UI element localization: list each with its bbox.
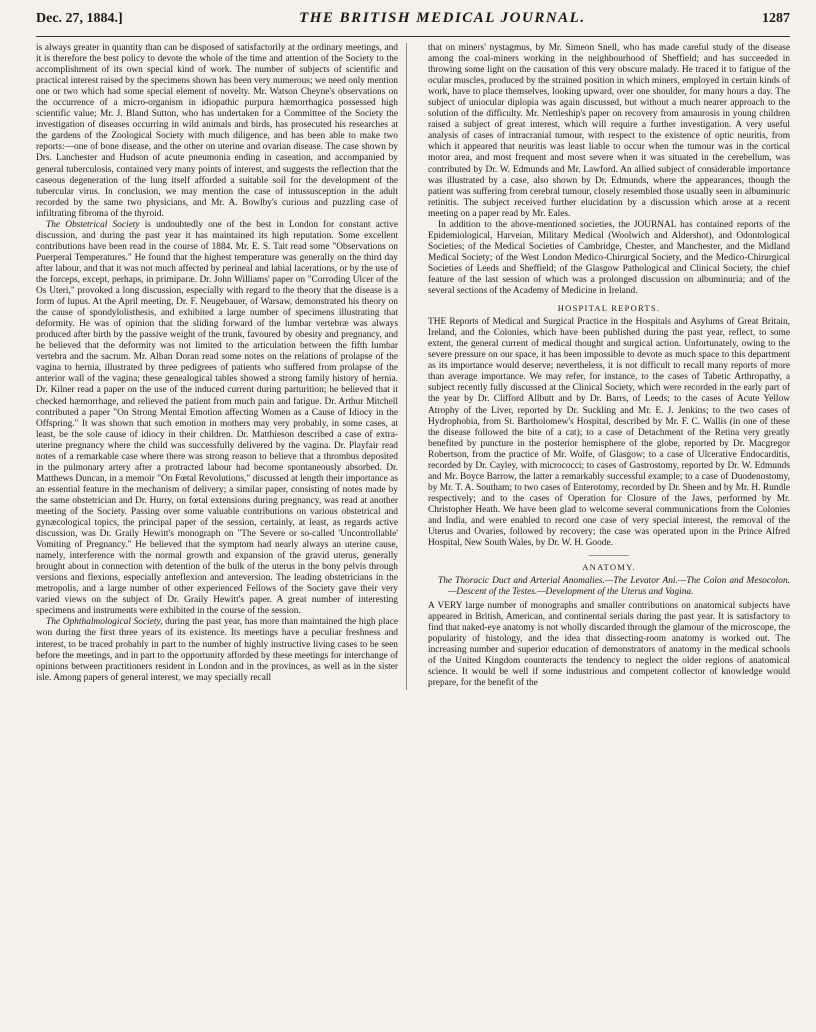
anatomy-paragraph: A VERY large number of monographs and smaller contributions on anatomical subjects have appeared in British, American, and continental serials during the past year. It is satisfactory to find that naked-eye anatomy is not wholly discarded through the glamour of the microscope, the popularity of histology, and the idea that dissecting-room anatomy is worked out. The increasing number and superior education of demonstrators of anatomy in the medical schools of the United Kingdom counteracts the tendency to neglect the older regions of anatomical science. It would be well if some industrious and competent collector of knowledge would prepare, for the benefit of the [428,601,790,689]
page-header [36,10,790,37]
pathological-society-paragraph: is always greater in quantity than can be disposed of satisfactorily at the ordinary meetings, and it is therefore the best policy to devote the whole of the time and attention of the Society to the accomplishment of its own special kind of work. The number of subjects of scientific and practical interest raised by the specimens shown has been very numerous; we need only mention one or two which had some special element of novelty. Mr. Watson Cheyne's observations on the occurrence of a micro-organism in idiopathic purpura hæmorrhagica possessed high scientific value; Mr. J. Bland Sutton, who has undertaken for a Committee of the Society the investigation of diseases occurring in wild animals and birds, has prosecuted his researches at the gardens of the Zoological Society with much diligence, and has been able to make two reports:—one of bone disease, and the other on uterine and ovarian disease. The case shown by Drs. Lanchester and Hudson of acute pneumonia ending in caseation, and accompanied by general tuberculosis, contained very many points of interest, and suggests the reflection that the caseous degeneration of the lung itself afforded a suitable soil for the development of the tubercular virus. In conclusion, we may mention the case of intussusception in the adult recorded by the same two physicians, and Mr. A. Bowlby's curious and puzzling case of infiltrating fibroma of the thyroid. [36,43,398,219]
obstetrical-society-lead: The Obstetrical Society [46,219,140,230]
ophthalmological-society-paragraph [36,617,398,683]
left-column [36,43,407,690]
issue-date: Dec. 27, 1884.] [36,11,123,26]
ophthalmological-society-lead: The Ophthalmological Society, [46,617,163,628]
other-societies-paragraph: In addition to the above-mentioned societies, the JOURNAL has contained reports of the Epidemiological, Harveian, Military Medical (Woolwich and Aldershot), and Odontological Societies; of the Medical Societies of Cambridge, Chester, and Manchester, and the Midland Medical Society; of the West London Medico-Chirurgical Society, and the Medico-Chirurgical Societies of Leeds and Sheffield; of the Glasgow Pathological and Clinical Society, the chief feature of the last session of which was a prolonged discussion on albuminuria; and of the several sections of the Academy of Medicine in Ireland. [428,219,790,297]
right-column [428,43,790,690]
obstetrical-society-paragraph [36,220,398,618]
hospital-reports-heading: HOSPITAL REPORTS. [557,303,661,314]
page-number: 1287 [761,11,790,26]
anatomy-heading: ANATOMY. [582,562,636,573]
text-columns [36,43,790,690]
section-divider [589,555,629,556]
ophthalmological-society-text: during the past year, has more than maintained the high place won during the first three years of its existence. Its meetings have a peculiar freshness and interest, to be traced probably in part to the number of highly instructive living cases to be seen before the meetings, and in part to the opportunity afforded by these meetings for interchange of opinions between practitioners resident in London and in the provinces, as well as in the sister isle. Among papers of general interest, we may specially recall [36,617,398,683]
nystagmus-paragraph: that on miners' nystagmus, by Mr. Simeon Snell, who has made careful study of the disease among the coal-miners working in the neighbourhood of Sheffield; and has succeeded in throwing some light on the causation of this very obscure malady. He traced it to fatigue of the ocular muscles, produced by the strained position in which miners, employed in certain kinds of work, have to place themselves, looking upward, over one shoulder, for many hours a day. The subject of uniocular diplopia was again discussed, but without a much nearer approach to the solution of the difficulty. Mr. Nettleship's paper on recovery from amaurosis in young children raised a subject of great interest, which will require a further investigation. A very useful analysis of cases of intracranial tumour, with respect to the existence of optic neuritis, from which it appeared that neuritis was least liable to occur when the tumour was in the cortical motor area, and most frequent and most severe when it was situated in the cerebellum, was contributed by Dr. W. Edmunds and Mr. Lawford. An allied subject of considerable importance was illustrated by a case, also shown by Dr. Edmunds, where the appearances, though the patient was suffering from cerebral tumour, closely resembled those usually seen in albuminuric retinitis. The subject received further elucidation by a discussion which arose at a recent meeting on a paper read by Mr. Eales. [428,43,790,219]
obstetrical-society-text: is undoubtedly one of the best in London for constant active discussion, and during the past year it has maintained its high reputation. Some excellent contributions have been read in the course of 1884. Mr. E. S. Tait read some "Observations on Puerperal Temperatures." He found that the highest temperature was generally on the third day after labour, and that it was not much affected by perineal and labial lacerations, or by the use of the forceps, except, perhaps, in primiparæ. Dr. John Williams' paper on "Corroding Ulcer of the Os Uteri," provoked a long discussion, especially with regard to the theory that the disease is a form of lupus. At the April meeting, Dr. F. Neugebauer, of Warsaw, demonstrated his theory on the cause of spondylolisthesis, and exhibited a large number of specimens illustrating that deformity. He was of opinion that the sliding forward of the lumbar vertebræ was always produced after birth by the passive weight of the trunk, favoured by obesity and pregnancy, and he believed that the deformity was not limited to the articulation between the fifth lumbar vertebra and the sacrum. Mr. Alban Doran read some notes on the relations of prolapse of the vagina to hernia, illustrated by three pedigrees of patients who suffered from prolapse of the anterior wall of the vagina; these genealogical tables showed a strong family history of hernia. Dr. Kilner read a paper on the use of the induced current during parturition; he believed that it checked hæmorrhage, and relieved the patient from much pain and fatigue. Dr. Arthur Mitchell contributed a paper "On Strong Mental Emotion affecting Women as a Cause of Idiocy in the Offspring." It was shown that such emotion in mothers may very probably, in some cases, at least, be the sole cause of idiocy in their children. Dr. Matthieson described a case of extra-uterine pregnancy where the child was successfully delivered by the vagina. Dr. Playfair read notes of a remarkable case where there was strong reason to believe that a thrombus deposited in the pulmonary artery after a protracted labour had become spontaneously absorbed. Dr. Matthews Duncan, in a memoir "On Fœtal Revolutions," discussed at length their importance as an essential feature in the mechanism of delivery; a similar paper, consisting of notes made by the same obstetrician and Dr. Hurry, on fœtal extensions during pregnancy, was read at another meeting of the Society. Passing over some valuable contributions on various obstetrical and gynæcological topics, the principal paper of the session, certainly, at least, as regards active discussion, was Dr. Graily Hewitt's monograph on "The Severe or so-called 'Uncontrollable' Vomiting of Pregnancy." He believed that the symptom had nearly always an uterine cause, namely, interference with the normal growth and expansion of the gravid uterus, generally brought about in connection with detention of the bulk of the uterus in the bony pelvis through versions and flexions, especially anteflexion and anteversion. The leading obstetricians in the metropolis, and a large number of other experienced Fellows of the Society gave their very varied views on the subject of Dr. Graily Hewitt's paper. A great number of interesting specimens and instruments were exhibited in the course of the session. [36,219,398,617]
anatomy-subheading: The Thoracic Duct and Arterial Anomalies.—The Levator Ani.—The Colon and Mesocolon.—Descent of the Testes.—Development of the Uterus and Vagina. [438,576,790,598]
journal-title: THE BRITISH MEDICAL JOURNAL. [299,10,586,26]
hospital-reports-paragraph: THE Reports of Medical and Surgical Practice in the Hospitals and Asylums of Great Britain, Ireland, and the Colonies, which have been published during the past year, reflect, to some extent, the general current of medical thought and surgical action. Unfortunately, owing to the severe pressure on our space, it has been impossible to devote as much space to this department as its importance would deserve; nevertheless, it is not difficult to recall many reports of more than average importance. We may refer, for instance, to the cases of Tabetic Arthropathy, a subject recently fully discussed at the Clinical Society, which were recorded in the early part of the year by Dr. Clifford Allbutt and by Dr. Barrs, of Leeds; to the cases of Acute Yellow Atrophy of the Liver, reported by Dr. Suckling and Mr. E. J. Jenkins; to the two cases of Hydrophobia, from St. Bartholomew's Hospital, described by Mr. F. C. Wallis (in one of these the disease followed the bite of a cat); to a case of Detachment of the Retina very greatly benefited by puncture in the posterior hemisphere of the globe, reported by Dr. Macgregor Robertson, from the practice of Mr. Wolfe, of Glasgow; to a case of Ulcerative Endocarditis, recorded by Dr. Cayley, with micrococci; to cases of Gastrostomy, reported by Dr. W. Edmunds and Mr. Boyce Barrow, the latter a remarkably successful example; to a case of Duodenostomy, by Mr. T. A. Southam; to two cases of Enterotomy, recorded by Dr. Sheen and by Mr. H. Rundle respectively; and to the cases of Operation for Closure of the Jaws, performed by Mr. Christopher Heath. We have been glad to welcome several communications from the Colonies and India, and were enabled to record one case of very special interest, the removal of the Uterus and Ovaries, followed by recovery; the case was operated upon in the Prince Alfred Hospital, New South Wales, by Dr. W. H. Goode. [428,317,790,549]
